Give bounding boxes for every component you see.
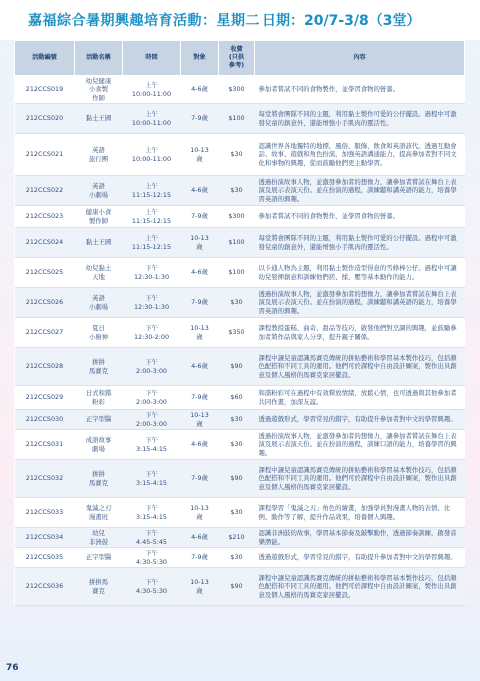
activity-age: 10-13 歲 [181, 228, 219, 258]
activity-name: 成語故事 劇場 [75, 430, 123, 460]
activity-desc: 每堂將會團隊不同的主題，利用黏土製作可愛的公仔擺設。過程中可激發兒童的創意外，還能增強小手肌肉的靈活性。 [255, 104, 465, 134]
activity-name: 英語 小劇場 [75, 176, 123, 206]
activity-age: 4-6歲 [181, 348, 219, 386]
table-row [15, 568, 465, 606]
activity-code: 212CCS020 [15, 104, 75, 134]
table-row [15, 134, 465, 176]
activity-time: 上午 10:00-11:00 [123, 76, 181, 104]
table-row [15, 498, 465, 528]
activity-age: 10-13 歲 [181, 410, 219, 430]
activity-time: 上午 11:15-12:15 [123, 176, 181, 206]
activity-code: 212CCS030 [15, 410, 75, 430]
table-row [15, 548, 465, 568]
col-header-fee: 收費 (只供 參考) [219, 41, 255, 76]
activity-desc: 參加者嘗試不同的食物製作，並學習食物的營養。 [255, 76, 465, 104]
activity-desc: 以卡通人物為主題，利用黏土製作造型得意的雪條棒公仔。過程中可讓幼兒發揮創意和訓練他們搓、揉、壓等基本動作的能力。 [255, 258, 465, 288]
activity-name: 拼拼 馬賽克 [75, 348, 123, 386]
activity-time: 下午 4:30-5:30 [123, 568, 181, 606]
activity-age: 4-6歲 [181, 430, 219, 460]
activity-time: 下午 3:15-4:15 [123, 498, 181, 528]
page-number: 76 [6, 663, 19, 673]
activity-desc: 透過扮演故事人物，並激發參加者的想像力，讓參加者嘗試在舞台上表演及展示表演天份。並在扮演的過程，訓練聽和講英語的能力，培養學習英語的興趣。 [255, 288, 465, 318]
activity-desc: 課程教授蛋糕、曲奇、甜品等技巧，啟發他們對烹調的興趣，並鼓勵參加者將作品與家人分享，提升親子關係。 [255, 318, 465, 348]
col-header-name: 活動名稱 [75, 41, 123, 76]
activity-age: 7-9歲 [181, 206, 219, 228]
activity-name: 幼兒 非洲鼓 [75, 528, 123, 548]
activity-age: 7-9歲 [181, 288, 219, 318]
activity-fee: $350 [219, 318, 255, 348]
activity-fee: $30 [219, 410, 255, 430]
activity-name: 黏土王國 [75, 104, 123, 134]
table-row [15, 348, 465, 386]
activity-code: 212CCS026 [15, 288, 75, 318]
activity-fee: $30 [219, 430, 255, 460]
activity-age: 4-6歲 [181, 528, 219, 548]
activity-code: 212CCS032 [15, 460, 75, 498]
table-row [15, 410, 465, 430]
activity-age: 10-13 歲 [181, 568, 219, 606]
table-row [15, 288, 465, 318]
activity-desc: 和諧粉彩可在過程中有效釋放情緒，放鬆心情，也可透過與其他參加者共同作畫，加深友誼。 [255, 386, 465, 410]
activity-desc: 透過遊戲形式，學習常見的錯字，有助提升參加者對中文的學習興趣。 [255, 548, 465, 568]
activity-desc: 認識非洲鼓的故事，學習基本節奏及敲擊動作，透過節奏訓練，啟發音樂潛能。 [255, 528, 465, 548]
activity-name: 黏土王國 [75, 228, 123, 258]
activity-time: 下午 2:00-3:00 [123, 410, 181, 430]
activity-code: 212CCS034 [15, 528, 75, 548]
activity-age: 4-6歲 [181, 258, 219, 288]
activity-time: 上午 10:00-11:00 [123, 104, 181, 134]
activity-name: 幼兒健康 小食製 作師 [75, 76, 123, 104]
table-header-row [15, 41, 465, 76]
activity-age: 10-13 歲 [181, 134, 219, 176]
activity-fee: $30 [219, 288, 255, 318]
activity-time: 下午 4:45-5:45 [123, 528, 181, 548]
table-row [15, 228, 465, 258]
activity-fee: $210 [219, 528, 255, 548]
activity-fee: $90 [219, 460, 255, 498]
col-header-age: 對象 [181, 41, 219, 76]
activity-code: 212CCS027 [15, 318, 75, 348]
table-row [15, 528, 465, 548]
activity-fee: $30 [219, 134, 255, 176]
activity-fee: $300 [219, 76, 255, 104]
activity-time: 下午 12:30-1:30 [123, 258, 181, 288]
activity-table [14, 40, 465, 606]
table-row [15, 318, 465, 348]
activity-code: 212CCS033 [15, 498, 75, 528]
activity-name: 拼拼 馬賽克 [75, 460, 123, 498]
activity-code: 212CCS031 [15, 430, 75, 460]
activity-fee: $300 [219, 206, 255, 228]
activity-age: 4-6歲 [181, 76, 219, 104]
activity-name: 正字型醫 [75, 548, 123, 568]
activity-name: 正字型醫 [75, 410, 123, 430]
activity-code: 212CCS019 [15, 76, 75, 104]
activity-time: 下午 12:30-1:30 [123, 288, 181, 318]
table-row [15, 386, 465, 410]
activity-name: 夏日 小廚神 [75, 318, 123, 348]
activity-fee: $100 [219, 258, 255, 288]
table-row [15, 430, 465, 460]
table-row [15, 460, 465, 498]
activity-desc: 課程學習「鬼滅之刃」角色的繪畫，加強學員對漫畫人物的表情、比例、動作等了解，提升作品效果，培養個人興趣。 [255, 498, 465, 528]
activity-name: 鬼滅之刃 漫畫班 [75, 498, 123, 528]
activity-age: 10-13 歲 [181, 318, 219, 348]
activity-code: 212CCS024 [15, 228, 75, 258]
activity-code: 212CCS023 [15, 206, 75, 228]
activity-desc: 透過遊戲形式，學習常見的錯字，有助提升參加者對中文的學習興趣。 [255, 410, 465, 430]
activity-desc: 課程中讓兒童認識馬賽克傳統的拼貼藝術和學習基本製作技巧，包括顏色配搭和不同工具的運用。他們可於課程中自由設計圖案，製作出具創意及個人風格的馬賽克家居擺設。 [255, 348, 465, 386]
activity-code: 212CCS025 [15, 258, 75, 288]
date-range: 日期：20/7-3/8（3堂） [262, 13, 421, 29]
activity-desc: 透過扮演故事人物，並激發參加者的想像力，讓參加者嘗試在舞台上表演及展示表演天份。並在扮演的過程，訓練口語的能力，培養學習的興趣。 [255, 430, 465, 460]
activity-desc: 透過扮演故事人物，並激發參加者的想像力，讓參加者嘗試在舞台上表演及展示表演天份。並在扮演的過程，訓練聽和講英語的能力，培養學習英語的興趣。 [255, 176, 465, 206]
activity-code: 212CCS036 [15, 568, 75, 606]
activity-age: 7-9歲 [181, 548, 219, 568]
activity-desc: 課程中讓兒童認識馬賽克傳統的拼貼藝術和學習基本製作技巧，包括顏色配搭和不同工具的運用。他們可於課程中自由設計圖案，製作出具創意及個人風格的馬賽克家居擺設。 [255, 460, 465, 498]
activity-fee: $90 [219, 348, 255, 386]
activity-time: 上午 11:15-12:15 [123, 228, 181, 258]
activity-code: 212CCS035 [15, 548, 75, 568]
col-header-time: 時間 [123, 41, 181, 76]
table-row [15, 258, 465, 288]
activity-code: 212CCS028 [15, 348, 75, 386]
activity-age: 4-6歲 [181, 176, 219, 206]
activity-fee: $90 [219, 568, 255, 606]
activity-time: 上午 10:00-11:00 [123, 134, 181, 176]
activity-code: 212CCS021 [15, 134, 75, 176]
page-header [0, 0, 480, 40]
activity-time: 下午 2:00-3:00 [123, 386, 181, 410]
col-header-desc: 內容 [255, 41, 465, 76]
activity-time: 下午 2:00-3:00 [123, 348, 181, 386]
activity-name: 幼兒黏土 天地 [75, 258, 123, 288]
activity-name: 英語 旅行團 [75, 134, 123, 176]
activity-fee: $30 [219, 176, 255, 206]
activity-time: 下午 3:15-4:15 [123, 430, 181, 460]
activity-time: 上午 11:15-12:15 [123, 206, 181, 228]
activity-desc: 參加者嘗試不同的食物製作，並學習食物的營養。 [255, 206, 465, 228]
col-header-code: 活動編號 [15, 41, 75, 76]
activity-name: 健康小食 製作師 [75, 206, 123, 228]
activity-desc: 每堂將會團隊不同的主題，利用黏土製作可愛的公仔擺設。過程中可激發兒童的創意外，還能增強小手肌肉的靈活性。 [255, 228, 465, 258]
activity-time: 下午 12:30-2:00 [123, 318, 181, 348]
activity-age: 7-9歲 [181, 386, 219, 410]
activity-name: 拼拼馬 賽克 [75, 568, 123, 606]
activity-fee: $100 [219, 104, 255, 134]
activity-fee: $30 [219, 498, 255, 528]
activity-desc: 認識世界各地獨特的地標、風俗、服飾、飲食和英語該代。透過互動會話、故事、遊戲和角色扮演，加強英語溝通能力，提高參加者對不同文化和事物的興趣，從而鼓勵他們更主動學習。 [255, 134, 465, 176]
activity-name: 日式和錯 粉彩 [75, 386, 123, 410]
table-row [15, 104, 465, 134]
table-row [15, 176, 465, 206]
activity-code: 212CCS022 [15, 176, 75, 206]
activity-code: 212CCS029 [15, 386, 75, 410]
activity-time: 下午 3:15-4:15 [123, 460, 181, 498]
activity-fee: $60 [219, 386, 255, 410]
table-body [15, 76, 465, 606]
table-row [15, 206, 465, 228]
activity-fee: $100 [219, 228, 255, 258]
table-row [15, 76, 465, 104]
activity-age: 7-9歲 [181, 460, 219, 498]
activity-age: 10-13 歲 [181, 498, 219, 528]
activity-time: 下午 4:30-5:30 [123, 548, 181, 568]
activity-desc: 課程中讓兒童認識馬賽克傳統的拼貼藝術和學習基本製作技巧，包括顏色配搭和不同工具的運用。他們可於課程中自由設計圖案，製作出具創意及個人風格的馬賽克家居擺設。 [255, 568, 465, 606]
activity-fee: $30 [219, 548, 255, 568]
page-title: 嘉福綜合暑期興趣培育活動：星期二 [28, 13, 260, 29]
activity-name: 英語 小劇場 [75, 288, 123, 318]
activity-age: 7-9歲 [181, 104, 219, 134]
